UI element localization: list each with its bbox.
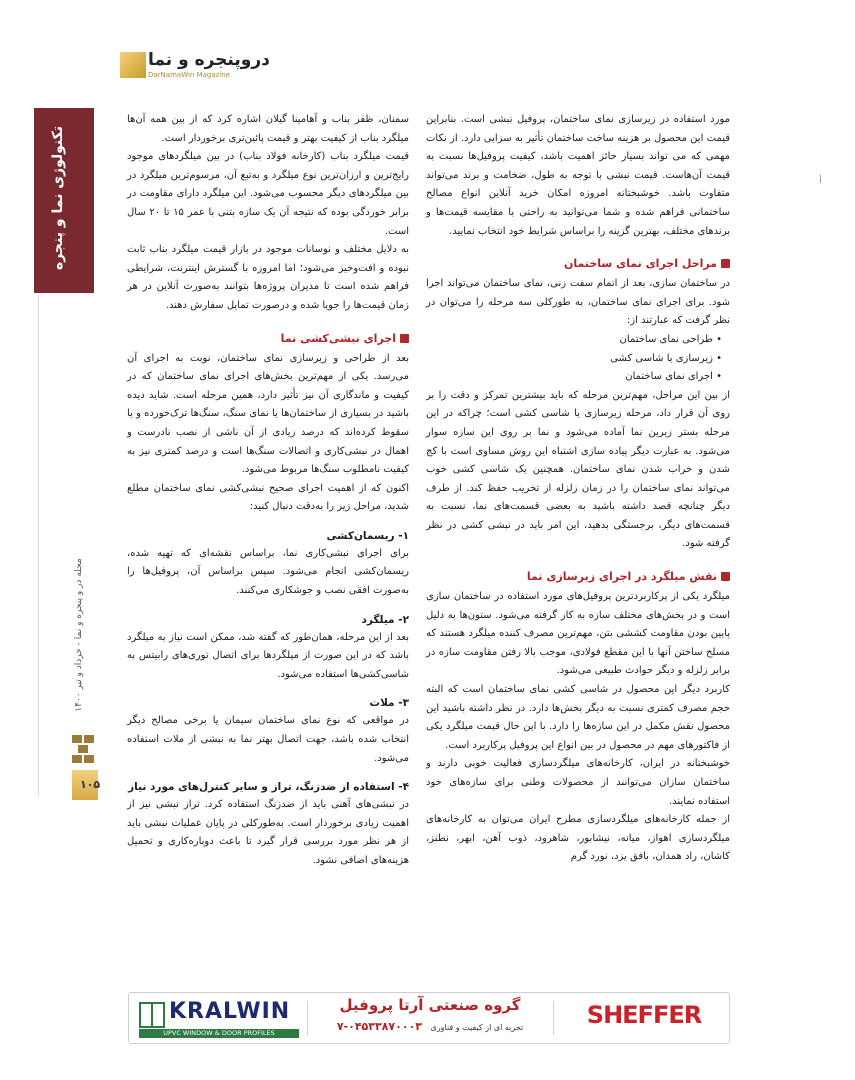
logo-subtitle: DarNamaWin Magazine [148,71,230,79]
paragraph: برای اجرای نبشی‌کاری نما، براساس نقشه‌ای که تهیه شده، ریسمان‌کشی انجام می‌شود. سپس براساس آن، پروفیل‌ها را به‌صورت افقی نصب و جوشکاری می‌کنند. [127,547,409,597]
page-number: ۱۰۵ [80,778,101,791]
ad-divider [553,1001,554,1035]
paragraph: در ساختمان سازی، بعد از اتمام سفت زنی، نمای ساختمان می‌تواند اجرا شود. برای اجرای نمای ساختمان، به طورکلی سه مرحله را می‌توان در نظر گرفت که عبارتند از: [426,278,730,327]
right-column [426,111,730,867]
magazine-issue-line: مجله در و پنجره و نما - خرداد و تیر ۱۴۰۰ [74,558,84,712]
kralwin-subtitle: UPVC WINDOW & DOOR PROFILES [139,1029,299,1038]
section-tab [34,108,94,293]
step-heading: ۳- ملات [369,697,409,710]
paragraph: مورد استفاده در زیرسازی نمای ساختمان، پروفیل نبشی است. بنابراین قیمت این محصول بر هزینه ساخت ساختمان تأثیر به سزایی دارد. از نکات مهمی که می تواند بسیار حائز اهمیت باشد، کیفیت پروفیل‌ها نسبت به قیمت آن‌هاست. قیمت نبشی با توجه به طول، ضخامت و برند می‌تواند متفاوت باشد. خوشبختانه امروزه امکان خرید آنلاین انواع مصالح ساختمانی فراهم شده و شما می‌توانید به راحتی با مقایسه قیمت‌ها و برندهای مختلف، بهترین گزینه را براساس شرایط خود انتخاب نمایید. [426,114,730,237]
window-icon [139,1002,165,1028]
heading-text: اجرای نبشی‌کشی نما [280,331,396,345]
list-item: • زیرسازی یا شاسی کشی [426,350,722,369]
left-column [127,111,409,871]
group-tagline [315,1020,545,1033]
square-bullet-icon [400,334,409,343]
paragraph: کاربرد دیگر این محصول در شاسی کشی نمای ساختمان است که البته حجم مصرف کمتری نسبت به دیگر بخش‌ها دارد. در نظر داشته باشید این محصول نقش مکمل در این سازه‌ها را دارد. با این حال قیمت میلگرد یکی از فاکتورهای مهم در محصول در بین انواع این پروفیل پرکاربرد است. [426,684,730,751]
square-bullet-icon [721,572,730,581]
paragraph: به دلایل مختلف و نوسانات موجود در بازار قیمت میلگرد بناب ثابت نبوده و افت‌وخیز می‌شود؛ اما امروزه با گسترش اینترنت، شرایطی فراهم شده است تا مدیران پروژه‌ها بتوانند به‌صورت آنلاین در هر زمان قیمت‌ها را جویا شده و درصورت تمایل سفارش دهند. [127,244,409,311]
group-title: گروه صنعتی آرتا پروفیل [339,996,521,1014]
margin-tick [820,175,821,183]
list-item: • طراحی نمای ساختمان [426,331,722,350]
kralwin-logo [139,999,299,1037]
paragraph: از جمله کارخانه‌های میلگردسازی مطرح ایران می‌توان به کارخانه‌های میلگردسازی اهواز، میانه، نیشابور، شاهرود، ذوب آهن، ابهر، نطنز، کاشان، راد همدان، بافق یزد، نورد گرم [426,814,730,863]
step-heading: ۴- استفاده از ضدزنگ، تراز و سایر کنترل‌های مورد نیاز [128,781,409,794]
bullet-list [426,331,730,387]
logo-name: دروپنجره و نما [148,50,270,70]
magazine-logo [120,50,270,82]
section-title: تکنولوژی نما و پنجره [50,125,66,271]
phone-number: ۰۴۵۳۳۸۷۰۰۰۳-۷ [336,1020,422,1033]
paragraph: میلگرد یکی از پرکاربردترین پروفیل‌های مورد استفاده در ساختمان سازی است و در بخش‌های مختلف سازه به کار گرفته می‌شود. ستون‌ها به دلیل پایین بودن مقاومت کششی بتن، مهم‌ترین مصرف کننده میلگرد هستند که مسلح ساختن آنها با این مقطع فولادی، موجب بالا رفتن مقاومت سازه در برابر زلزله و دیگر حوادث طبیعی می‌شود. [426,591,730,677]
section-heading [426,255,730,273]
sheffer-logo: SHEFFER [586,1001,702,1029]
step-heading: ۲- میلگرد [361,613,409,626]
paragraph: قیمت میلگرد بناب (کارخانه فولاد بناب) در بین میلگردهای موجود رایج‌ترین و ارزان‌ترین نوع میلگرد و به‌تبع آن، مرسوم‌ترین میلگرد در بین میلگردهای دیگر محسوب می‌شود. این میلگرد دارای مقاومت در برابر خوردگی بوده که نتیجه آن یک سازه بتنی با عمر ۱۵ تا ۲۰ سال است. [127,151,410,237]
paragraph: در مواقعی که نوع نمای ساختمان سیمان یا برخی مصالح دیگر انتخاب شده باشد، جهت اتصال بهتر نما به نبشی از ملات استفاده می‌شود. [127,715,409,764]
side-divider [38,295,39,795]
paragraph: بعد از طراحی و زیرسازی نمای ساختمان، نوبت به اجرای آن می‌رسد. یکی از مهم‌ترین بخش‌های اجرای نمای ساختمان که در کیفیت و ماندگاری آن نیز تأثیر دارد، همین مرحله است. شاید دیده باشید در بسیاری از ساختمان‌ها یا نمای سنگ، سنگ‌ها ترک‌خورده و یا سقوط کرده‌اند که درصد زیادی از آن ناشی از نصب نادرست و اهمال در نبشی‌کاری و اتصالات سنگ‌ها است و درصد کمتری نیز به کیفیت نامطلوب سنگ‌ها مربوط می‌شود. [127,352,409,476]
section-heading [426,568,730,586]
paragraph: سمنان، ظفر بناب و آهامینا گیلان اشاره کرد که از بین همه آن‌ها میلگرد بناب از کیفیت بهتر و قیمت پائین‌تری برخوردار است. [127,114,409,144]
ad-divider [307,1001,308,1035]
heading-text: مراحل اجرای نمای ساختمان [563,257,717,271]
paragraph: خوشبختانه در ایران، کارخانه‌های میلگردسازی فعالیت خوبی دارند و ساختمان سازان می‌توانند از محصولات وطنی برای سازه‌های خود استفاده نمایند. [426,758,730,807]
kralwin-name: KRALWIN [169,999,291,1024]
brick-icon [72,735,94,763]
square-bullet-icon [721,259,730,268]
paragraph: اکنون که از اهمیت اجرای صحیح نبشی‌کشی نمای ساختمان مطلع شدید، مراحل زیر را به‌دقت دنبال کنید: [127,482,409,513]
step-heading: ۱- ریسمان‌کشی [326,529,409,542]
tagline-text: تجربه ای از کیفیت و فناوری [430,1023,524,1032]
logo-mark-icon [120,52,146,78]
heading-text: نقش میلگرد در اجرای زیرسازی نما [526,570,717,584]
advertisement-banner[interactable] [128,992,730,1044]
section-heading [127,330,409,348]
list-item: • اجرای نمای ساختمان [426,368,722,387]
paragraph: از بین این مراحل، مهم‌ترین مرحله که باید بیشترین تمرکز و دقت را بر روی آن قرار داد، مرحله زیرسازی یا شاسی کشی است؛ چراکه در این مرحله بستر زیرین نما آماده می‌شود و نما بر روی این سازه سوار می‌شود. به عبارت دیگر پیاده سازی اشتباه این روش مساوی است با کج شدن و خراب شدن نمای ساختمان. همچنین یک شاسی کشی خوب می‌تواند نمای ساختمان را در زمان زلزله از تخریب حفظ کند. از طرف دیگر چنانچه قصد داشته باشید به بعضی قسمت‌های نما، نسبت به قسمت‌های دیگر، برجستگی بدهید، این امر باید در نبشی کشی در نظر گرفته شود. [426,389,730,550]
paragraph: بعد از این مرحله، همان‌طور که گفته شد، ممکن است نیاز به میلگرد باشد که در این صورت از میلگردها برای اتصال توری‌های رابیتس به شاسی‌کشی‌ها استفاده می‌شود. [127,631,409,680]
paragraph: در نبشی‌های آهنی باید از ضدزنگ استفاده کرد. تراز نبشی نیز از اهمیت زیادی برخوردار است. به‌طورکلی در پایان عملیات نبشی باید از هر نظر مورد بررسی قرار گیرد تا باعث دوباره‌کاری و تحمیل هزینه‌های اضافی نشود. [127,799,409,866]
